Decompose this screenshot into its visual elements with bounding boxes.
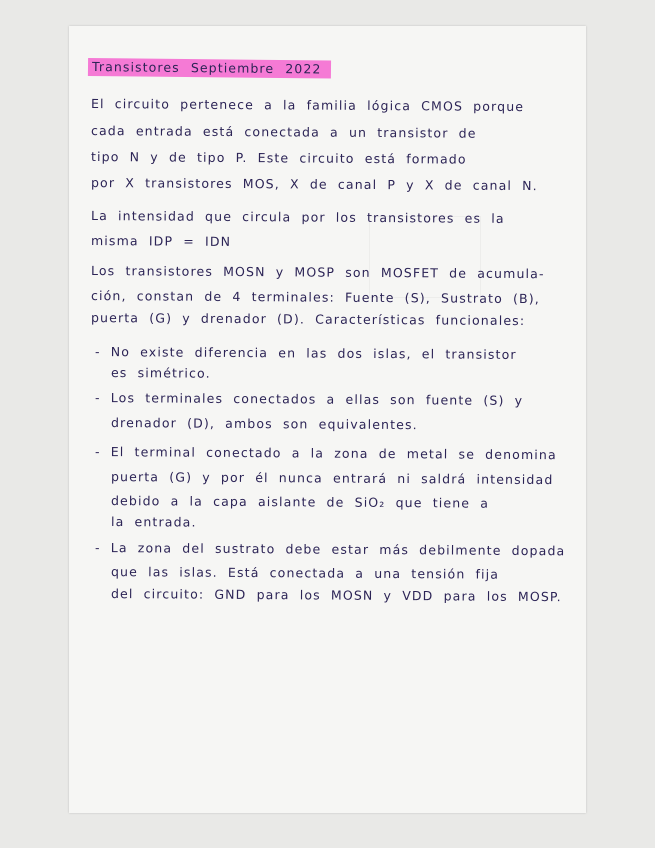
text-line: La intensidad que circula por los transistores es la (90, 208, 505, 226)
bullet-line: - La zona del sustrato debe estar más debilmente dopada (94, 540, 566, 559)
text-line: por X transistores MOS, X de canal P y X de canal N. (90, 175, 538, 194)
text-line: puerta (G) y por él nunca entrará ni saldrá intensidad (110, 469, 554, 488)
text-line: cada entrada está conectada a un transistor de (90, 123, 477, 141)
bullet-line: - No existe diferencia en las dos islas, el transistor (94, 344, 517, 362)
text-line: del circuito: GND para los MOSN y VDD para los MOSP. (110, 586, 562, 605)
text-line: drenador (D), ambos son equivalentes. (110, 415, 418, 433)
text-line: puerta (G) y drenador (D). Características funcionales: (90, 310, 526, 329)
text-line: misma IDP = IDN (90, 233, 232, 249)
text-line: tipo N y de tipo P. Este circuito está formado (90, 149, 467, 167)
text-line: Los transistores MOSN y MOSP son MOSFET de acumula- (90, 263, 545, 282)
text-line: que las islas. Está conectada a una tensión fija (110, 564, 500, 582)
text-line: la entrada. (110, 514, 197, 530)
bleed-through-diagram (369, 216, 481, 298)
bullet-line: - Los terminales conectados a ellas son fuente (S) y (94, 390, 524, 408)
text-line: es simétrico. (110, 365, 211, 381)
highlighted-title: Transistores Septiembre 2022 (88, 58, 332, 79)
text-line: debido a la capa aislante de SiO₂ que tiene a (110, 493, 490, 511)
bullet-line: - El terminal conectado a la zona de metal se denomina (94, 444, 557, 463)
text-line: ción, constan de 4 terminales: Fuente (S), Sustrato (B), (90, 288, 540, 307)
scanned-page (69, 26, 586, 813)
text-line: El circuito pertenece a la familia lógica CMOS porque (90, 96, 525, 115)
